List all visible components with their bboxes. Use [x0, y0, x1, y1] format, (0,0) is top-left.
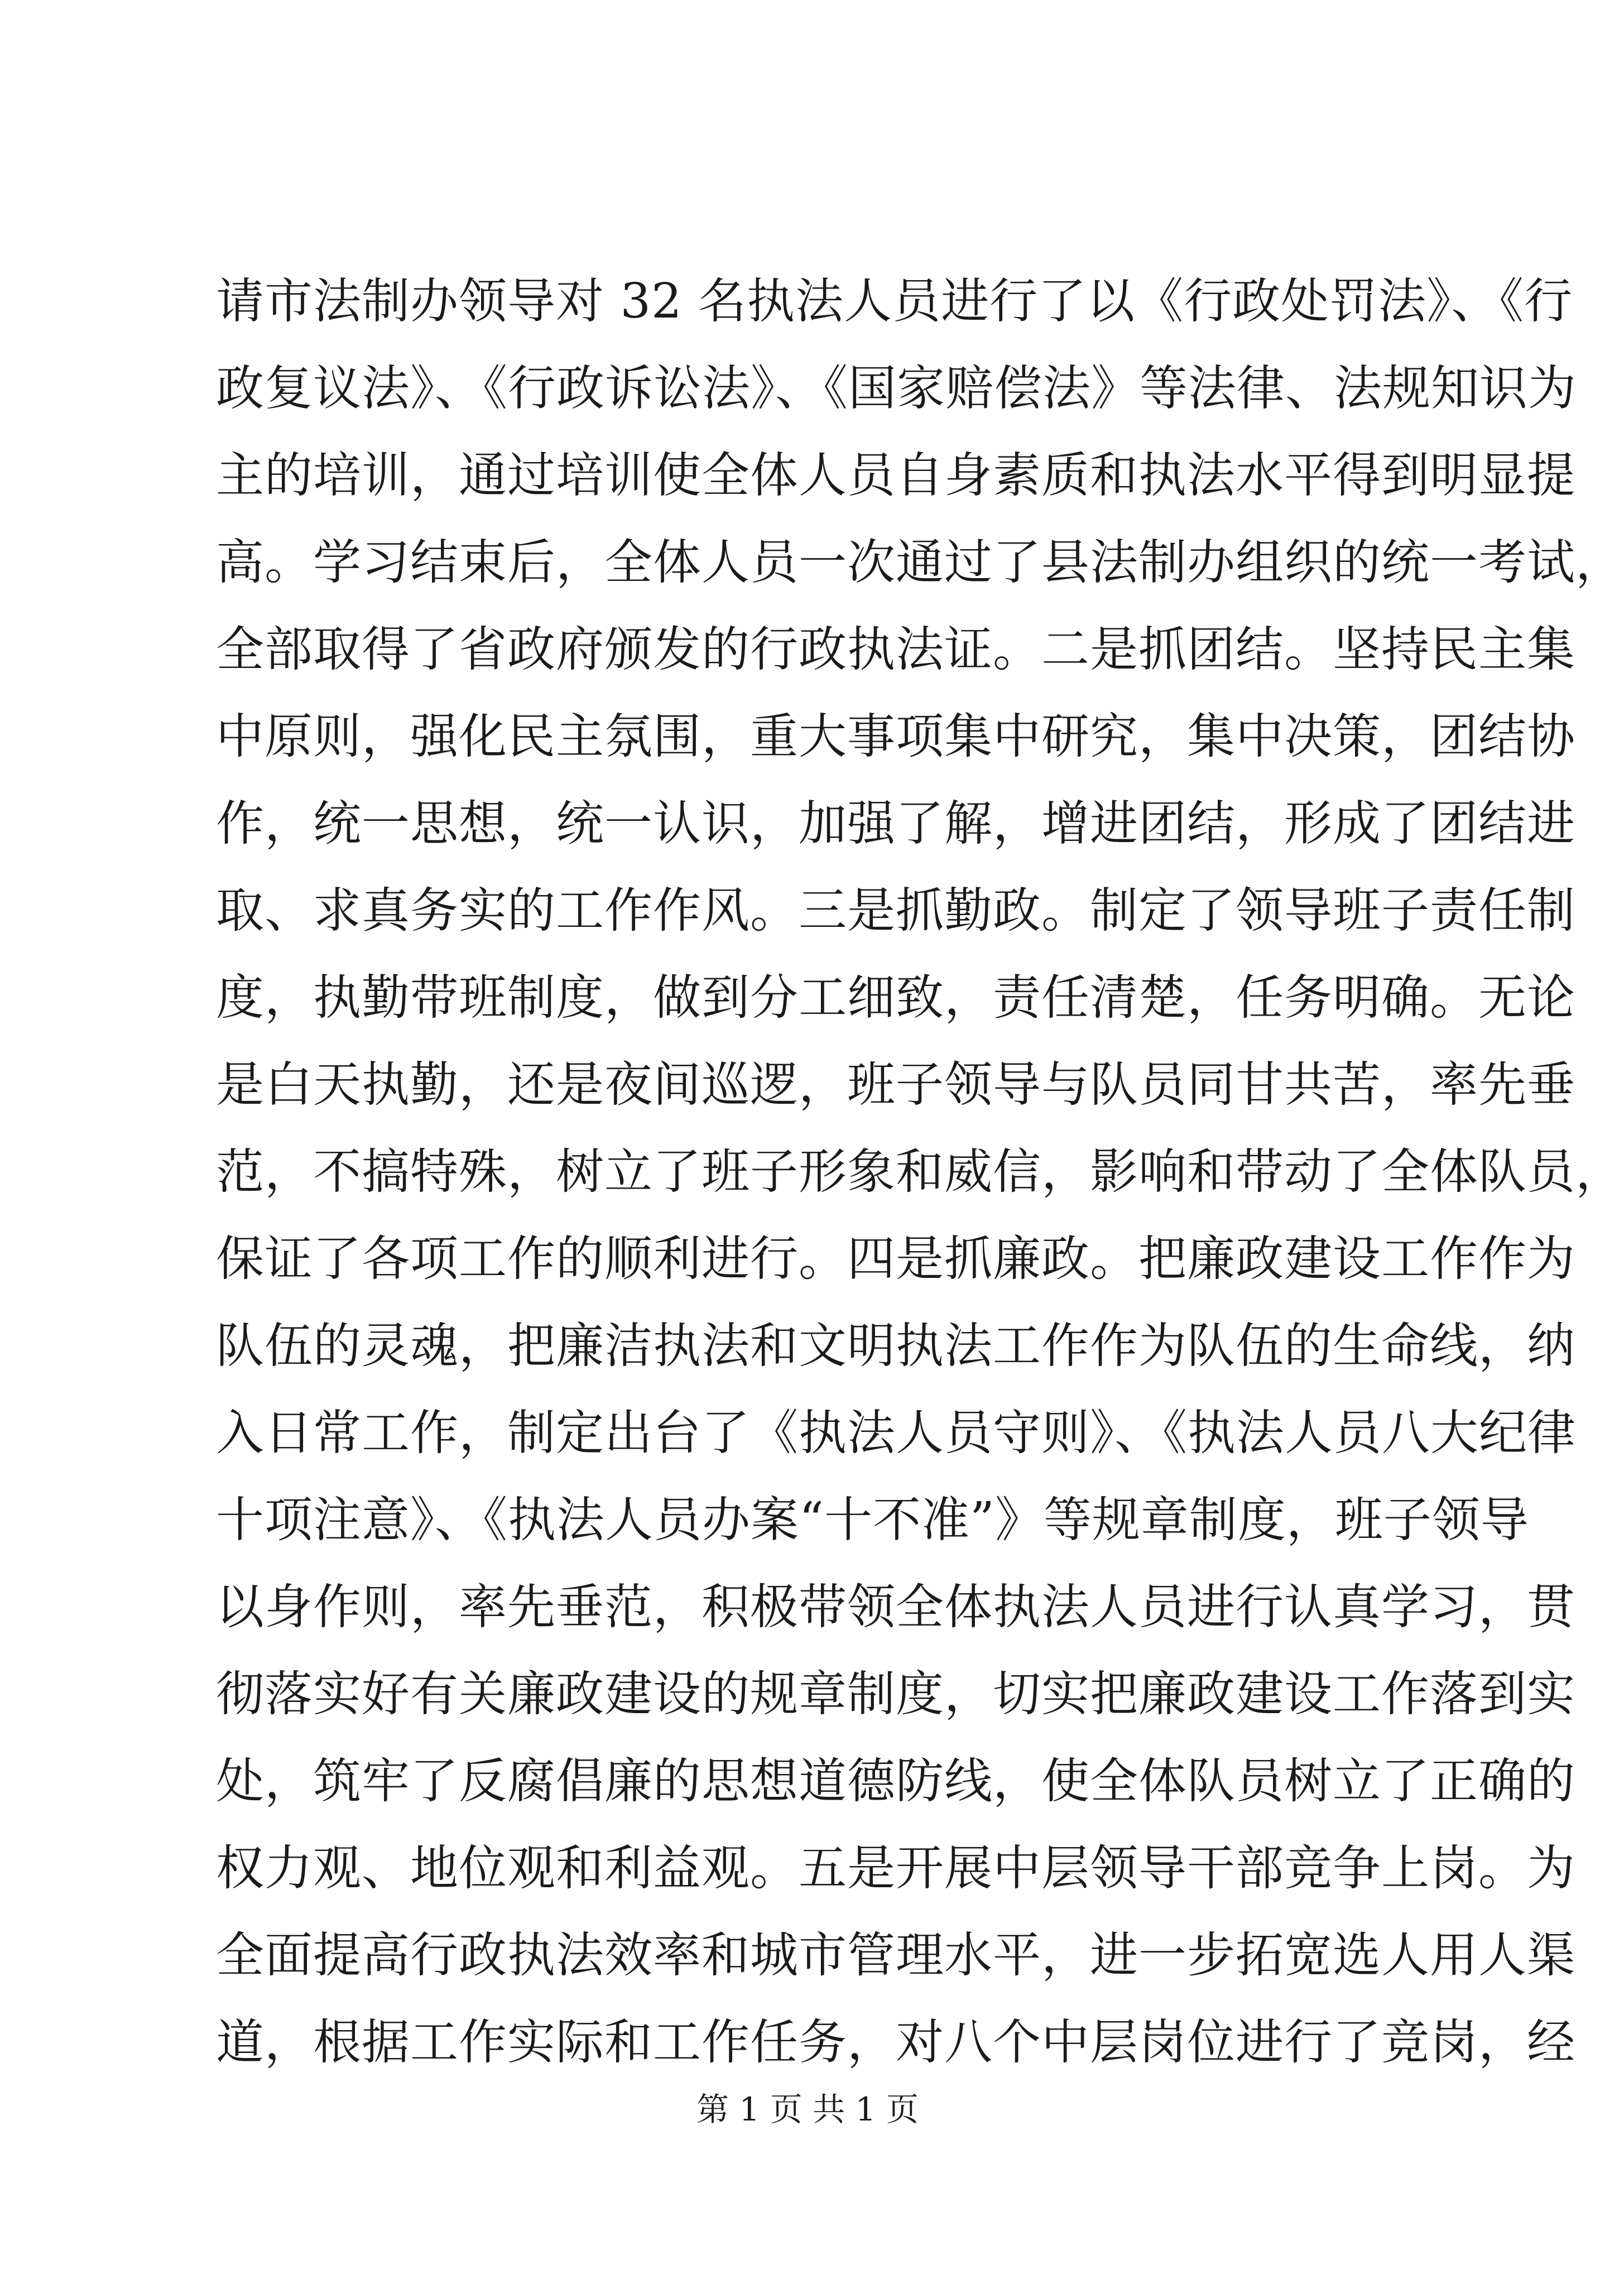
text-line: 请市法制办领导对 32 名执法人员进行了以《行政处罚法》、《行 — [216, 273, 1573, 329]
page-footer — [0, 2087, 1615, 2132]
text-line: 全部取得了省政府颁发的行政执法证。二是抓团结。坚持民主集 — [216, 622, 1575, 677]
text-line: 处，筑牢了反腐倡廉的思想道德防线，使全体队员树立了正确的 — [216, 1753, 1575, 1809]
page-number-label: 第 1 页 共 1 页 — [696, 2090, 919, 2128]
text-line: 权力观、地位观和利益观。五是开展中层领导干部竞争上岗。为 — [216, 1840, 1575, 1896]
text-line: 高。学习结束后，全体人员一次通过了县法制办组织的统一考试， — [216, 535, 1624, 590]
text-line: 入日常工作，制定出台了《执法人员守则》、《执法人员八大纪律 — [216, 1405, 1576, 1461]
text-line: 保证了各项工作的顺利进行。四是抓廉政。把廉政建设工作作为 — [216, 1231, 1575, 1287]
text-line: 取、求真务实的工作作风。三是抓勤政。制定了领导班子责任制 — [216, 883, 1575, 939]
text-line: 十项注意》、《执法人员办案“十不准”》等规章制度，班子领导 — [216, 1492, 1529, 1548]
text-line: 政复议法》、《行政诉讼法》、《国家赔偿法》等法律、法规知识为 — [216, 360, 1577, 416]
text-line: 作，统一思想，统一认识，加强了解，增进团结，形成了团结进 — [216, 796, 1575, 852]
text-line: 以身作则，率先垂范，积极带领全体执法人员进行认真学习，贯 — [216, 1579, 1575, 1635]
text-line: 道，根据工作实际和工作任务，对八个中层岗位进行了竞岗，经 — [216, 2014, 1575, 2070]
text-line: 全面提高行政执法效率和城市管理水平，进一步拓宽选人用人渠 — [216, 1927, 1575, 1983]
text-line: 主的培训，通过培训使全体人员自身素质和执法水平得到明显提 — [216, 448, 1575, 503]
text-line: 范，不搞特殊，树立了班子形象和威信，影响和带动了全体队员， — [216, 1144, 1624, 1200]
document-body — [216, 258, 1624, 2086]
text-line: 是白天执勤，还是夜间巡逻，班子领导与队员同甘共苦，率先垂 — [216, 1057, 1575, 1113]
text-line: 度，执勤带班制度，做到分工细致，责任清楚，任务明确。无论 — [216, 970, 1575, 1026]
text-line: 队伍的灵魂，把廉洁执法和文明执法工作作为队伍的生命线，纳 — [216, 1318, 1575, 1374]
text-line: 中原则，强化民主氛围，重大事项集中研究，集中决策，团结协 — [216, 709, 1575, 764]
text-line: 彻落实好有关廉政建设的规章制度，切实把廉政建设工作落到实 — [216, 1666, 1575, 1722]
